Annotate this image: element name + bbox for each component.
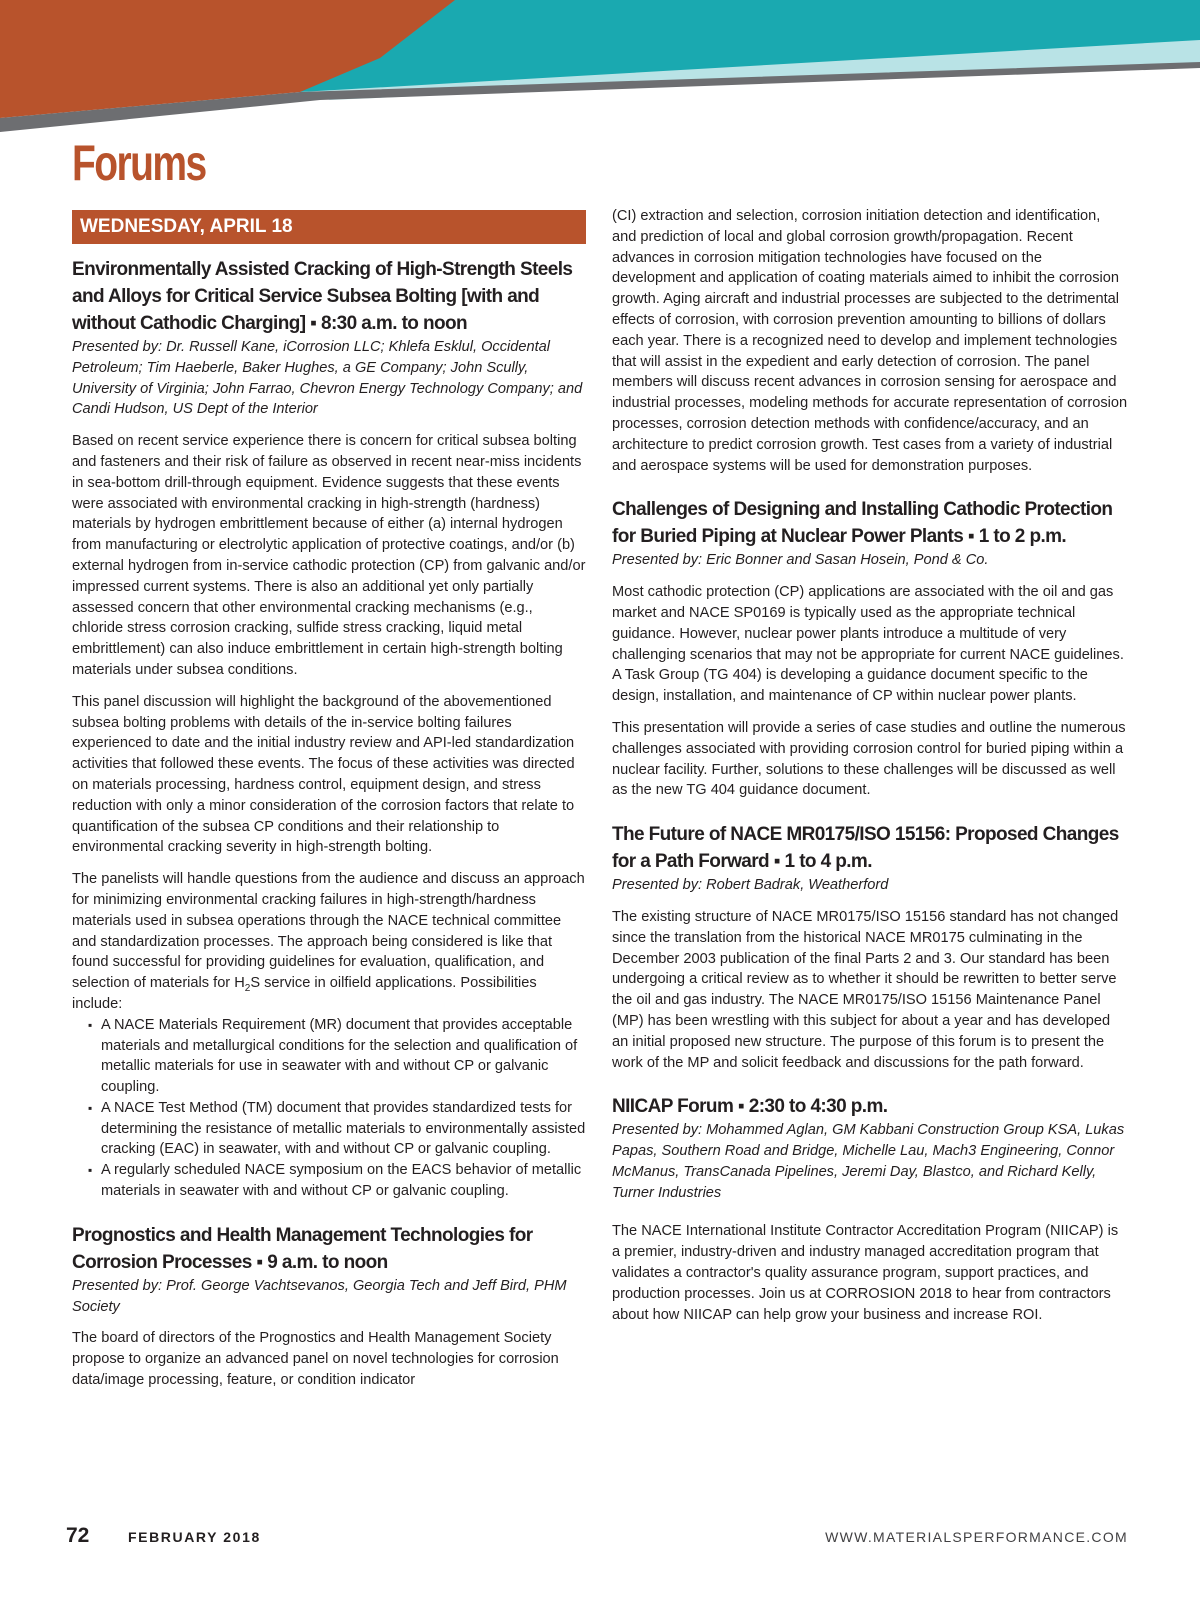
forum-presenters: Presented by: Robert Badrak, Weatherford	[612, 877, 889, 894]
forum-niicap	[612, 1093, 1128, 1325]
page-title: Forums	[72, 135, 206, 191]
website-url: WWW.MATERIALSPERFORMANCE.COM	[825, 1529, 1128, 1545]
forum-paragraph: This presentation will provide a series of case studies and outline the numerous challenges associated with providing corrosion control for buried piping within a nuclear facility. Further, solutions to these challenges will be discussed as well as the new TG 404 guidance document.	[612, 719, 1126, 799]
left-column	[72, 210, 586, 1391]
forum-paragraph: Based on recent service experience there is concern for critical subsea bolting and fasteners and their risk of failure as observed in recent near-miss incidents in sea-bottom drill-through equipment. Evidence suggests that these events were associated with environmental cracking in high-strength (hardness) materials by hydrogen embrittlement because of either (a) internal hydrogen from manufacturing or electrolytic application of protective coatings, and/or (b) external hydrogen from in-service cathodic protection (CP) from galvanic and/or impressed current systems. There is also an additional yet only partially assessed concern that other environmental cracking mechanisms (e.g., chloride stress corrosion cracking, sulfide stress cracking, liquid metal embrittlement) can also induce embrittlement in certain high-strength bolting materials under subsea conditions.	[72, 433, 586, 678]
forum-paragraph: Most cathodic protection (CP) applications are associated with the oil and gas market and NACE SP0169 is typically used as the appropriate technical guidance. However, nuclear power plants introduce a multitude of very challenging scenarios that may not be appropriate for current NACE guidelines. A Task Group (TG 404) is developing a guidance document specific to the design, installation, and maintenance of CP within nuclear power plants.	[612, 584, 1124, 705]
forum-presenters: Presented by: Prof. George Vachtsevanos, Georgia Tech and Jeff Bird, PHM Society	[72, 1277, 567, 1315]
list-item: ▪ A regularly scheduled NACE symposium on the EACS behavior of metallic materials in seawater with and without CP or galvanic coupling.	[72, 1160, 586, 1202]
forum-paragraph: The board of directors of the Prognostics and Health Management Society propose to organize an advanced panel on novel technologies for corrosion data/image processing, feature, or condition indicator	[72, 1330, 559, 1389]
forum-paragraph	[72, 869, 586, 1015]
page-number: 72	[66, 1524, 90, 1547]
forum-phm-corrosion	[72, 1222, 586, 1391]
issue-date: FEBRUARY 2018	[128, 1529, 261, 1545]
forum-paragraph: The NACE International Institute Contractor Accreditation Program (NIICAP) is a premier, industry-driven and industry managed accreditation program that validates a contractor's quality assurance program, support practices, and production processes. Join us at CORROSION 2018 to hear from contractors about how NIICAP can help grow your business and increase ROI.	[612, 1223, 1119, 1323]
forum-eac-subsea-bolting	[72, 256, 586, 1202]
list-item: ▪ A NACE Test Method (TM) document that provides standardized tests for determining the resistance of metallic materials to environmentally assisted cracking (EAC) in seawater, with and without CP or galvanic coupling.	[72, 1098, 586, 1160]
header-banner	[0, 0, 1200, 140]
right-column	[612, 210, 1128, 1325]
forum-mr0175-future	[612, 821, 1128, 1073]
paragraph-text: The panelists will handle questions from the audience and discuss an approach for minimizing environmental cracking failures in high-strength/hardness materials used in subsea operations through the NACE technical committee and standardization processes. The approach being considered is like that found successful for providing guidelines for evaluation, qualification, and selection of materials for H	[72, 871, 585, 992]
subscript-2: 2	[244, 983, 251, 995]
day-header: WEDNESDAY, APRIL 18	[72, 210, 586, 244]
possibilities-list	[72, 1015, 586, 1202]
list-item: ▪ A NACE Materials Requirement (MR) document that provides acceptable materials and metallurgical conditions for the selection and qualification of metallic materials for use in seawater with and without CP or galvanic coupling.	[72, 1015, 586, 1098]
forum-title: NIICAP Forum ▪ 2:30 to 4:30 p.m.	[612, 1096, 888, 1118]
forum-title: Prognostics and Health Management Technologies for Corrosion Processes ▪ 9 a.m. to noon	[72, 1224, 533, 1273]
forum-title: The Future of NACE MR0175/ISO 15156: Proposed Changes for a Path Forward ▪ 1 to 4 p.m.	[612, 824, 1119, 873]
forum-presenters: Presented by: Dr. Russell Kane, iCorrosion LLC; Khlefa Esklul, Occidental Petroleum; Tim Haeberle, Baker Hughes, a GE Company; John Scully, University of Virginia; John Farrao, Chevron Energy Technology Company; and Candi Hudson, US Dept of the Interior	[72, 339, 583, 418]
forum-presenters: Presented by: Mohammed Aglan, GM Kabbani Construction Group KSA, Lukas Papas, Southern Road and Bridge, Michelle Lau, Mach3 Engineering, Connor McManus, TransCanada Pipelines, Jeremi Day, Blastco, and Richard Kelly, Turner Industries	[612, 1122, 1125, 1201]
forum-cp-nuclear-piping	[612, 496, 1128, 801]
forum-paragraph: This panel discussion will highlight the background of the abovementioned subsea bolting problems with details of the in-service bolting failures experienced to date and the initial industry review and API-led standardization activities that followed these events. The focus of these activities was directed on materials processing, hardness control, equipment design, and stress reduction with only a minor consideration of the corrosion factors that relate to quantification of the subsea CP conditions and their relationship to environmental cracking severity in high-strength bolting.	[72, 693, 575, 856]
page-footer	[0, 1524, 1200, 1554]
forum-title: Challenges of Designing and Installing Cathodic Protection for Buried Piping at Nuclear Power Plants ▪ 1 to 2 p.m.	[612, 499, 1113, 548]
forum-presenters: Presented by: Eric Bonner and Sasan Hosein, Pond & Co.	[612, 552, 989, 569]
forum-paragraph-continued: (CI) extraction and selection, corrosion initiation detection and identification, and prediction of local and global corrosion growth/propagation. Recent advances in corrosion mitigation technologies have focused on the development and application of coating materials aimed to inhibit the corrosion growth. Aging aircraft and industrial processes are subjected to the detrimental effects of corrosion, with corrosion prevention amounting to billions of dollars each year. There is a recognized need to develop and implement technologies that will assist in the expedient and early detection of corrosion. The panel members will discuss recent advances in corrosion sensing for aerospace and industrial processes, modeling methods for accurate representation of corrosion processes, corrosion detection methods with confidence/accuracy, and an architecture to predict corrosion growth. Test cases from a variety of industrial and aerospace systems will be used for demonstration purposes.	[612, 208, 1128, 474]
paragraph-text: S service in oilfield applications. Possibilities include:	[72, 975, 537, 1012]
forum-title: Environmentally Assisted Cracking of High-Strength Steels and Alloys for Critical Service Subsea Bolting [with and without Cathodic Charging] ▪ 8:30 a.m. to noon	[72, 259, 573, 334]
forum-paragraph: The existing structure of NACE MR0175/ISO 15156 standard has not changed since the translation from the historical NACE MR0175 culminating in the December 2003 publication of the final Parts 2 and 3. Our standard has been undergoing a critical review as to whether it should be rewritten to better serve the oil and gas industry. The NACE MR0175/ISO 15156 Maintenance Panel (MP) has been wrestling with this subject for about a year and has developed an initial proposed new structure. The purpose of this forum is to present the work of the MP and solicit feedback and discussions for the path forward.	[612, 908, 1119, 1071]
